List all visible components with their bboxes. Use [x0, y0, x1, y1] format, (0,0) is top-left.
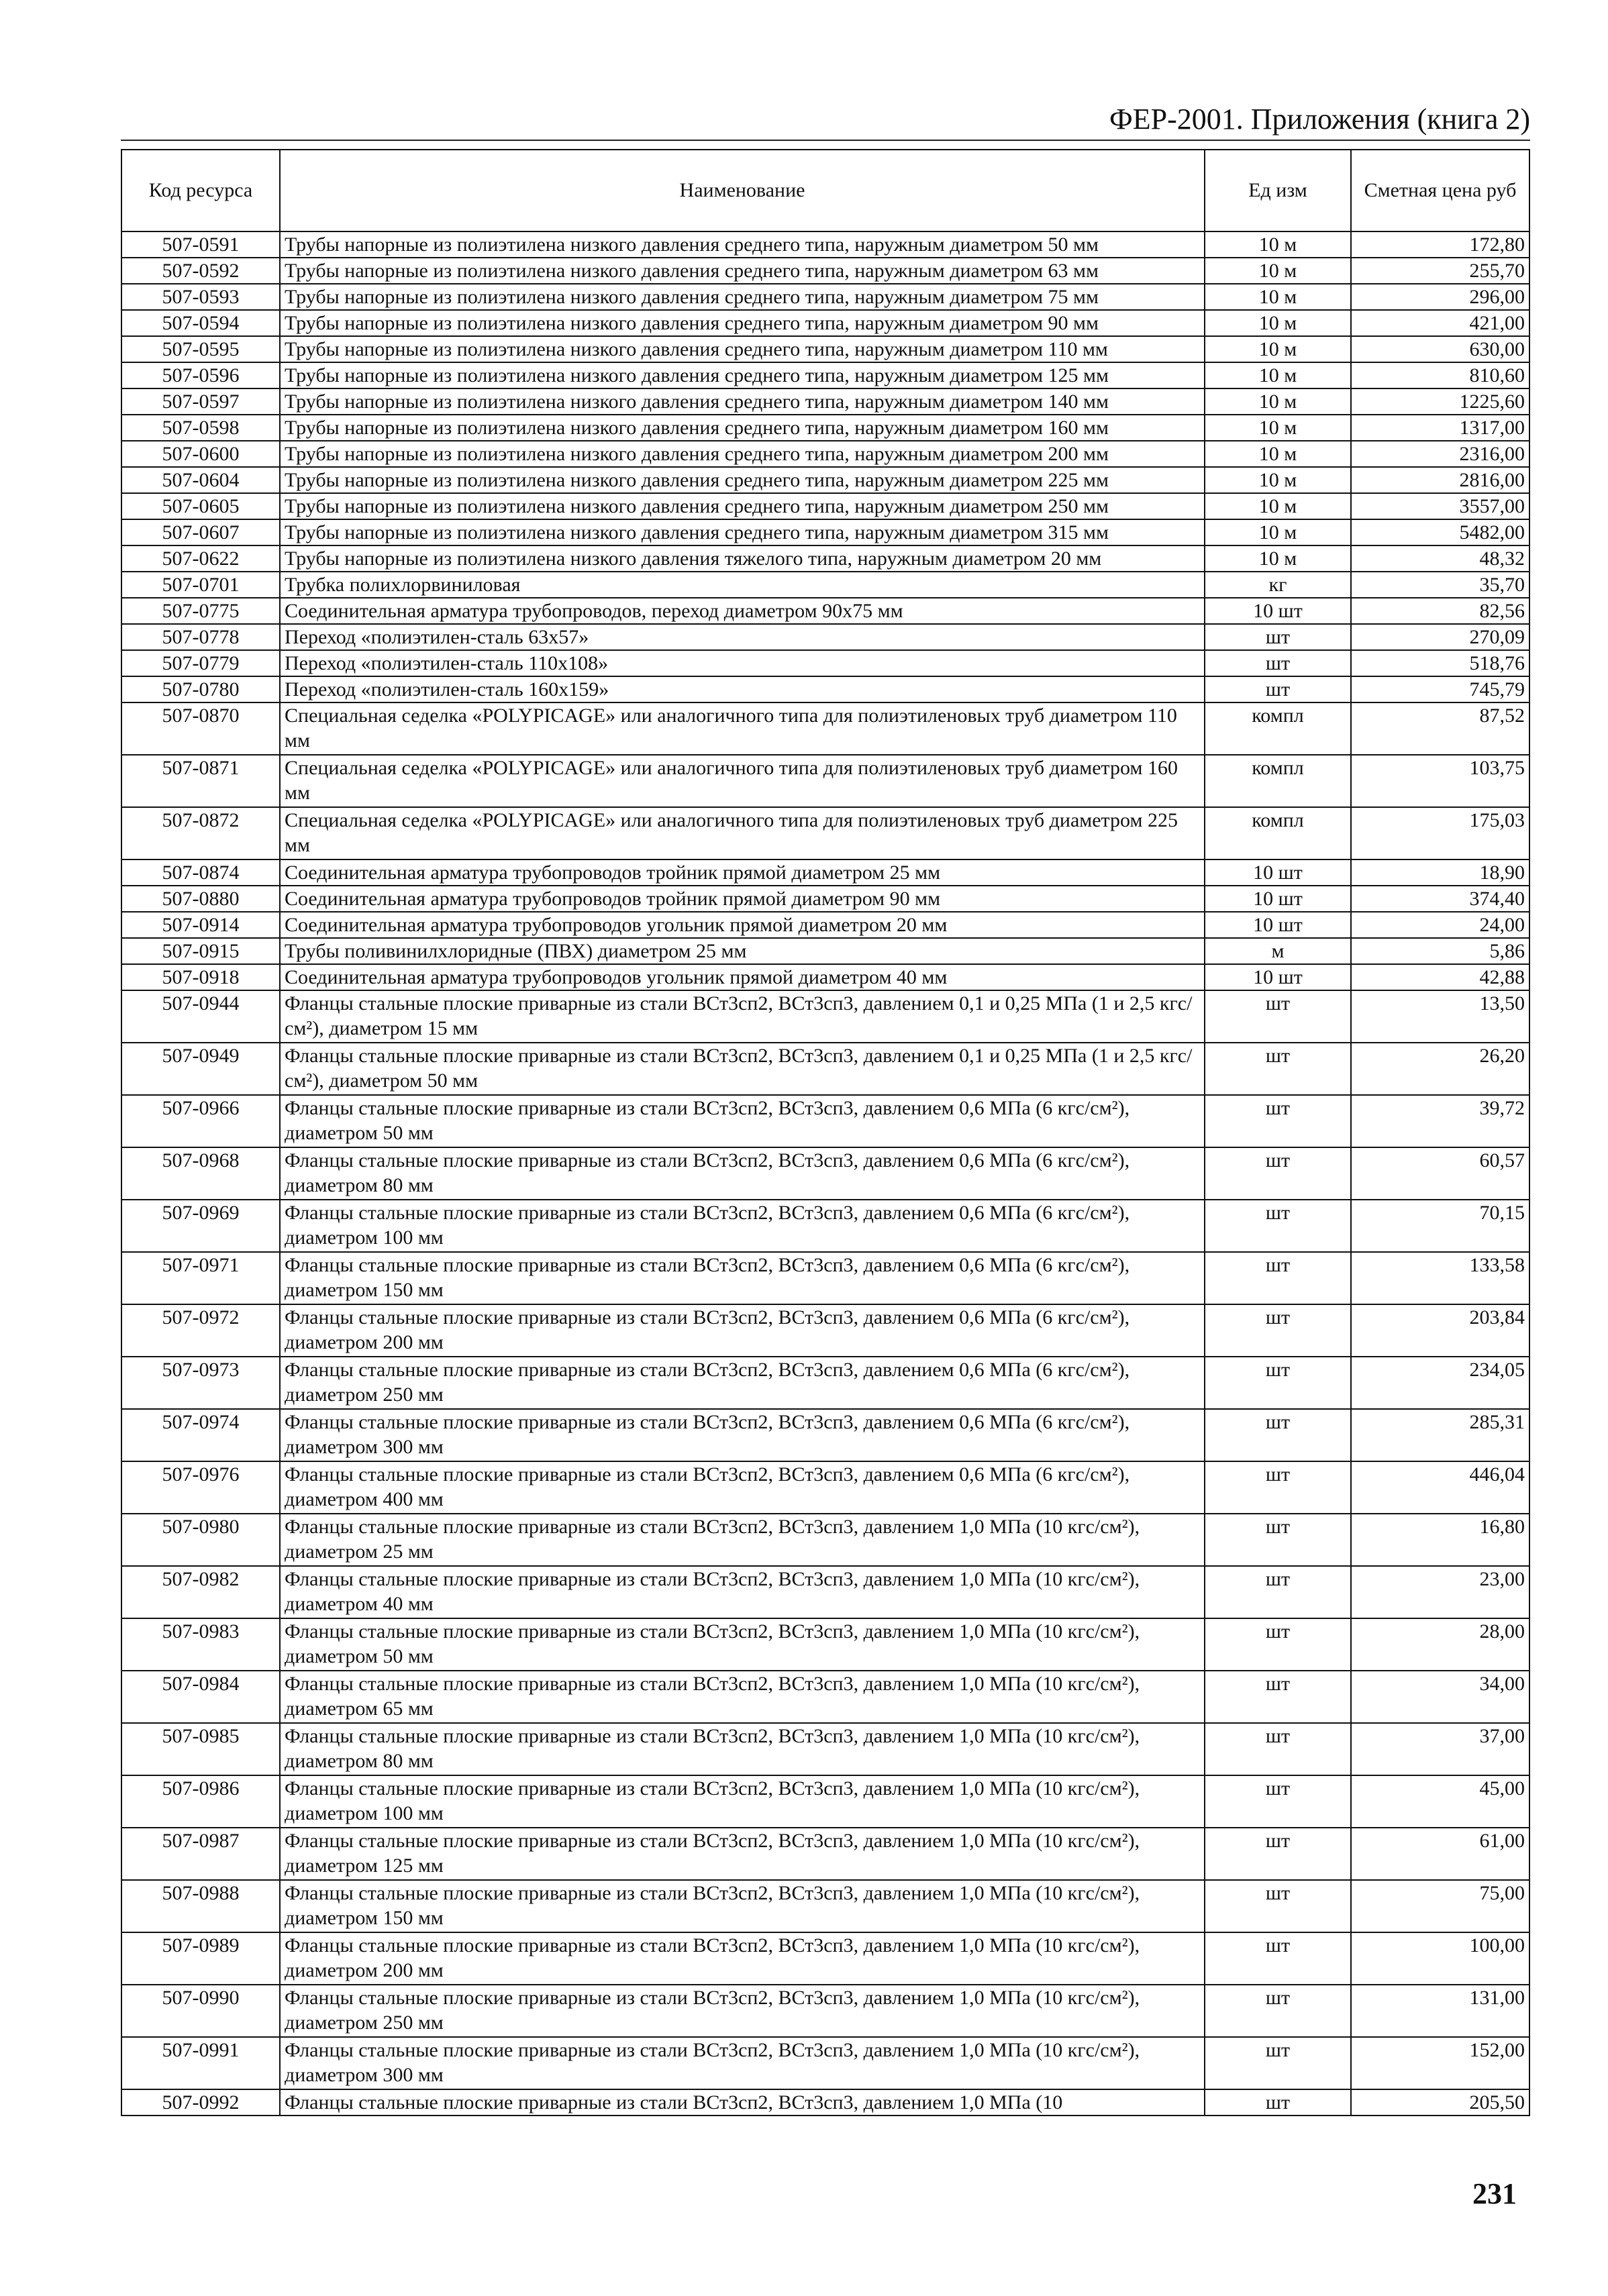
- cell-price: 28,00: [1351, 1618, 1529, 1671]
- table-row: [121, 231, 1529, 258]
- cell-name: Трубы напорные из полиэтилена низкого давления среднего типа, наружным диаметром 160 мм: [280, 415, 1205, 441]
- table-row: [121, 1147, 1529, 1200]
- resource-price-table: [121, 149, 1530, 2116]
- cell-name: Фланцы стальные плоские приварные из стали ВСт3сп2, ВСт3сп3, давлением 0,6 МПа (6 кгс/см²), диаметром 150 мм: [280, 1252, 1205, 1304]
- cell-name: Фланцы стальные плоские приварные из стали ВСт3сп2, ВСт3сп3, давлением 0,6 МПа (6 кгс/см²), диаметром 200 мм: [280, 1304, 1205, 1357]
- cell-unit: шт: [1205, 624, 1351, 650]
- cell-code: 507-0949: [121, 1043, 280, 1095]
- cell-code: 507-0592: [121, 258, 280, 284]
- cell-name: Фланцы стальные плоские приварные из стали ВСт3сп2, ВСт3сп3, давлением 0,6 МПа (6 кгс/см²), диаметром 100 мм: [280, 1200, 1205, 1252]
- cell-unit: шт: [1205, 1671, 1351, 1723]
- cell-price: 2316,00: [1351, 441, 1529, 467]
- table-row: [121, 650, 1529, 676]
- cell-name: Специальная седелка «POLYPICAGE» или аналогичного типа для полиэтиленовых труб диаметром 110 мм: [280, 702, 1205, 755]
- table-row: [121, 859, 1529, 886]
- cell-name: Трубы напорные из полиэтилена низкого давления среднего типа, наружным диаметром 250 мм: [280, 493, 1205, 519]
- cell-unit: шт: [1205, 1200, 1351, 1252]
- table-row: [121, 886, 1529, 912]
- cell-name: Фланцы стальные плоские приварные из стали ВСт3сп2, ВСт3сп3, давлением 1,0 МПа (10 кгс/см²), диаметром 80 мм: [280, 1723, 1205, 1775]
- cell-name: Фланцы стальные плоские приварные из стали ВСт3сп2, ВСт3сп3, давлением 1,0 МПа (10 кгс/см²), диаметром 40 мм: [280, 1566, 1205, 1618]
- cell-price: 35,70: [1351, 572, 1529, 598]
- cell-name: Фланцы стальные плоские приварные из стали ВСт3сп2, ВСт3сп3, давлением 1,0 МПа (10 кгс/см²), диаметром 100 мм: [280, 1775, 1205, 1828]
- cell-price: 70,15: [1351, 1200, 1529, 1252]
- cell-unit: 10 м: [1205, 441, 1351, 467]
- cell-code: 507-0914: [121, 912, 280, 938]
- cell-code: 507-0594: [121, 310, 280, 336]
- header-code: Код ресурса: [121, 150, 280, 231]
- cell-name: Фланцы стальные плоские приварные из стали ВСт3сп2, ВСт3сп3, давлением 1,0 МПа (10: [280, 2089, 1205, 2116]
- cell-unit: 10 м: [1205, 388, 1351, 415]
- cell-price: 133,58: [1351, 1252, 1529, 1304]
- cell-unit: шт: [1205, 2089, 1351, 2116]
- table-row: [121, 912, 1529, 938]
- cell-code: 507-0597: [121, 388, 280, 415]
- cell-name: Специальная седелка «POLYPICAGE» или аналогичного типа для полиэтиленовых труб диаметром 225 мм: [280, 807, 1205, 859]
- cell-name: Трубы напорные из полиэтилена низкого давления среднего типа, наружным диаметром 110 мм: [280, 336, 1205, 362]
- cell-unit: 10 м: [1205, 231, 1351, 258]
- cell-code: 507-0986: [121, 1775, 280, 1828]
- cell-name: Фланцы стальные плоские приварные из стали ВСт3сп2, ВСт3сп3, давлением 1,0 МПа (10 кгс/см²), диаметром 25 мм: [280, 1514, 1205, 1566]
- cell-unit: шт: [1205, 650, 1351, 676]
- table-row: [121, 284, 1529, 310]
- header-price: Сметная цена руб: [1351, 150, 1529, 231]
- cell-code: 507-0596: [121, 362, 280, 388]
- cell-code: 507-0918: [121, 964, 280, 990]
- table-row: [121, 1409, 1529, 1461]
- table-row: [121, 1723, 1529, 1775]
- table-row: [121, 1043, 1529, 1095]
- cell-unit: 10 шт: [1205, 964, 1351, 990]
- cell-code: 507-0604: [121, 467, 280, 493]
- cell-code: 507-0987: [121, 1828, 280, 1880]
- cell-code: 507-0973: [121, 1357, 280, 1409]
- cell-unit: шт: [1205, 990, 1351, 1043]
- cell-unit: шт: [1205, 1985, 1351, 2037]
- table-row: [121, 1514, 1529, 1566]
- cell-code: 507-0915: [121, 938, 280, 964]
- cell-unit: 10 м: [1205, 336, 1351, 362]
- cell-price: 5482,00: [1351, 519, 1529, 545]
- table-row: [121, 938, 1529, 964]
- cell-unit: м: [1205, 938, 1351, 964]
- table-row: [121, 362, 1529, 388]
- table-row: [121, 519, 1529, 545]
- cell-code: 507-0874: [121, 859, 280, 886]
- table-row: [121, 441, 1529, 467]
- cell-unit: шт: [1205, 1147, 1351, 1200]
- cell-price: 13,50: [1351, 990, 1529, 1043]
- cell-price: 103,75: [1351, 755, 1529, 807]
- table-row: [121, 1880, 1529, 1932]
- table-row: [121, 467, 1529, 493]
- table-body: [121, 231, 1529, 2116]
- cell-unit: шт: [1205, 1775, 1351, 1828]
- cell-price: 296,00: [1351, 284, 1529, 310]
- cell-unit: шт: [1205, 1723, 1351, 1775]
- table-row: [121, 1828, 1529, 1880]
- cell-code: 507-0593: [121, 284, 280, 310]
- cell-price: 421,00: [1351, 310, 1529, 336]
- cell-unit: 10 м: [1205, 519, 1351, 545]
- cell-price: 234,05: [1351, 1357, 1529, 1409]
- cell-price: 2816,00: [1351, 467, 1529, 493]
- cell-name: Соединительная арматура трубопроводов тройник прямой диаметром 90 мм: [280, 886, 1205, 912]
- cell-unit: 10 м: [1205, 284, 1351, 310]
- cell-name: Фланцы стальные плоские приварные из стали ВСт3сп2, ВСт3сп3, давлением 0,6 МПа (6 кгс/см²), диаметром 300 мм: [280, 1409, 1205, 1461]
- cell-unit: шт: [1205, 1043, 1351, 1095]
- table-row: [121, 2089, 1529, 2116]
- table-row: [121, 2037, 1529, 2089]
- cell-name: Трубы поливинилхлоридные (ПВХ) диаметром 25 мм: [280, 938, 1205, 964]
- cell-price: 37,00: [1351, 1723, 1529, 1775]
- cell-price: 172,80: [1351, 231, 1529, 258]
- cell-code: 507-0591: [121, 231, 280, 258]
- table-row: [121, 336, 1529, 362]
- cell-unit: 10 шт: [1205, 886, 1351, 912]
- table-row: [121, 572, 1529, 598]
- cell-code: 507-0870: [121, 702, 280, 755]
- cell-price: 34,00: [1351, 1671, 1529, 1723]
- table-row: [121, 1985, 1529, 2037]
- cell-name: Фланцы стальные плоские приварные из стали ВСт3сп2, ВСт3сп3, давлением 0,6 МПа (6 кгс/см²), диаметром 250 мм: [280, 1357, 1205, 1409]
- cell-price: 5,86: [1351, 938, 1529, 964]
- cell-price: 175,03: [1351, 807, 1529, 859]
- cell-price: 1317,00: [1351, 415, 1529, 441]
- table-row: [121, 310, 1529, 336]
- cell-unit: шт: [1205, 1566, 1351, 1618]
- cell-code: 507-0991: [121, 2037, 280, 2089]
- cell-unit: 10 м: [1205, 415, 1351, 441]
- cell-code: 507-0969: [121, 1200, 280, 1252]
- cell-code: 507-0778: [121, 624, 280, 650]
- cell-price: 82,56: [1351, 598, 1529, 624]
- cell-unit: компл: [1205, 807, 1351, 859]
- table-row: [121, 1095, 1529, 1147]
- cell-price: 75,00: [1351, 1880, 1529, 1932]
- cell-code: 507-0701: [121, 572, 280, 598]
- cell-price: 45,00: [1351, 1775, 1529, 1828]
- cell-code: 507-0968: [121, 1147, 280, 1200]
- cell-name: Фланцы стальные плоские приварные из стали ВСт3сп2, ВСт3сп3, давлением 1,0 МПа (10 кгс/см²), диаметром 250 мм: [280, 1985, 1205, 2037]
- cell-code: 507-0990: [121, 1985, 280, 2037]
- table-row: [121, 258, 1529, 284]
- cell-price: 60,57: [1351, 1147, 1529, 1200]
- cell-unit: 10 м: [1205, 310, 1351, 336]
- page-number: 231: [1472, 2177, 1517, 2210]
- cell-code: 507-0880: [121, 886, 280, 912]
- cell-name: Фланцы стальные плоские приварные из стали ВСт3сп2, ВСт3сп3, давлением 1,0 МПа (10 кгс/см²), диаметром 300 мм: [280, 2037, 1205, 2089]
- cell-name: Трубы напорные из полиэтилена низкого давления среднего типа, наружным диаметром 50 мм: [280, 231, 1205, 258]
- cell-name: Фланцы стальные плоские приварные из стали ВСт3сп2, ВСт3сп3, давлением 1,0 МПа (10 кгс/см²), диаметром 150 мм: [280, 1880, 1205, 1932]
- cell-price: 270,09: [1351, 624, 1529, 650]
- cell-price: 23,00: [1351, 1566, 1529, 1618]
- cell-name: Трубы напорные из полиэтилена низкого давления среднего типа, наружным диаметром 63 мм: [280, 258, 1205, 284]
- cell-code: 507-0974: [121, 1409, 280, 1461]
- cell-unit: 10 м: [1205, 258, 1351, 284]
- cell-unit: 10 м: [1205, 362, 1351, 388]
- cell-price: 131,00: [1351, 1985, 1529, 2037]
- cell-unit: 10 шт: [1205, 859, 1351, 886]
- cell-code: 507-0992: [121, 2089, 280, 2116]
- cell-unit: 10 м: [1205, 493, 1351, 519]
- cell-name: Трубы напорные из полиэтилена низкого давления среднего типа, наружным диаметром 125 мм: [280, 362, 1205, 388]
- cell-code: 507-0972: [121, 1304, 280, 1357]
- cell-price: 18,90: [1351, 859, 1529, 886]
- cell-price: 42,88: [1351, 964, 1529, 990]
- cell-unit: шт: [1205, 1095, 1351, 1147]
- cell-name: Трубы напорные из полиэтилена низкого давления среднего типа, наружным диаметром 200 мм: [280, 441, 1205, 467]
- cell-price: 446,04: [1351, 1461, 1529, 1514]
- cell-price: 1225,60: [1351, 388, 1529, 415]
- cell-price: 745,79: [1351, 676, 1529, 702]
- cell-code: 507-0600: [121, 441, 280, 467]
- cell-name: Фланцы стальные плоские приварные из стали ВСт3сп2, ВСт3сп3, давлением 0,1 и 0,25 МПа (1 и 2,5 кгс/см²), диаметром 50 мм: [280, 1043, 1205, 1095]
- cell-price: 205,50: [1351, 2089, 1529, 2116]
- cell-unit: шт: [1205, 1932, 1351, 1985]
- cell-name: Фланцы стальные плоские приварные из стали ВСт3сп2, ВСт3сп3, давлением 0,6 МПа (6 кгс/см²), диаметром 50 мм: [280, 1095, 1205, 1147]
- cell-price: 16,80: [1351, 1514, 1529, 1566]
- cell-code: 507-0622: [121, 545, 280, 572]
- cell-code: 507-0780: [121, 676, 280, 702]
- cell-unit: шт: [1205, 1409, 1351, 1461]
- cell-unit: шт: [1205, 1828, 1351, 1880]
- cell-unit: 10 шт: [1205, 912, 1351, 938]
- cell-price: 810,60: [1351, 362, 1529, 388]
- cell-name: Фланцы стальные плоские приварные из стали ВСт3сп2, ВСт3сп3, давлением 1,0 МПа (10 кгс/см²), диаметром 200 мм: [280, 1932, 1205, 1985]
- cell-unit: компл: [1205, 755, 1351, 807]
- cell-code: 507-0983: [121, 1618, 280, 1671]
- table-row: [121, 807, 1529, 859]
- cell-unit: шт: [1205, 1461, 1351, 1514]
- cell-name: Соединительная арматура трубопроводов угольник прямой диаметром 20 мм: [280, 912, 1205, 938]
- cell-code: 507-0775: [121, 598, 280, 624]
- cell-code: 507-0598: [121, 415, 280, 441]
- table-row: [121, 755, 1529, 807]
- cell-price: 374,40: [1351, 886, 1529, 912]
- cell-code: 507-0779: [121, 650, 280, 676]
- cell-code: 507-0971: [121, 1252, 280, 1304]
- cell-unit: шт: [1205, 1514, 1351, 1566]
- cell-price: 24,00: [1351, 912, 1529, 938]
- cell-price: 152,00: [1351, 2037, 1529, 2089]
- cell-name: Фланцы стальные плоские приварные из стали ВСт3сп2, ВСт3сп3, давлением 1,0 МПа (10 кгс/см²), диаметром 65 мм: [280, 1671, 1205, 1723]
- cell-unit: шт: [1205, 1304, 1351, 1357]
- cell-name: Переход «полиэтилен-сталь 63х57»: [280, 624, 1205, 650]
- cell-code: 507-0605: [121, 493, 280, 519]
- cell-unit: шт: [1205, 1357, 1351, 1409]
- cell-code: 507-0944: [121, 990, 280, 1043]
- cell-name: Соединительная арматура трубопроводов, переход диаметром 90х75 мм: [280, 598, 1205, 624]
- cell-code: 507-0989: [121, 1932, 280, 1985]
- table-row: [121, 415, 1529, 441]
- cell-name: Трубы напорные из полиэтилена низкого давления среднего типа, наружным диаметром 75 мм: [280, 284, 1205, 310]
- cell-code: 507-0607: [121, 519, 280, 545]
- cell-price: 630,00: [1351, 336, 1529, 362]
- cell-code: 507-0872: [121, 807, 280, 859]
- table-row: [121, 676, 1529, 702]
- cell-unit: кг: [1205, 572, 1351, 598]
- table-row: [121, 493, 1529, 519]
- cell-unit: шт: [1205, 1252, 1351, 1304]
- cell-name: Соединительная арматура трубопроводов тройник прямой диаметром 25 мм: [280, 859, 1205, 886]
- header-rule: [121, 140, 1530, 141]
- cell-name: Соединительная арматура трубопроводов угольник прямой диаметром 40 мм: [280, 964, 1205, 990]
- cell-code: 507-0985: [121, 1723, 280, 1775]
- header-name: Наименование: [280, 150, 1205, 231]
- cell-unit: шт: [1205, 676, 1351, 702]
- table-row: [121, 598, 1529, 624]
- cell-price: 203,84: [1351, 1304, 1529, 1357]
- cell-name: Трубы напорные из полиэтилена низкого давления среднего типа, наружным диаметром 90 мм: [280, 310, 1205, 336]
- cell-price: 39,72: [1351, 1095, 1529, 1147]
- cell-name: Фланцы стальные плоские приварные из стали ВСт3сп2, ВСт3сп3, давлением 1,0 МПа (10 кгс/см²), диаметром 125 мм: [280, 1828, 1205, 1880]
- table-row: [121, 702, 1529, 755]
- table-row: [121, 545, 1529, 572]
- cell-unit: шт: [1205, 1880, 1351, 1932]
- table-row: [121, 388, 1529, 415]
- cell-code: 507-0988: [121, 1880, 280, 1932]
- table-row: [121, 990, 1529, 1043]
- cell-name: Фланцы стальные плоские приварные из стали ВСт3сп2, ВСт3сп3, давлением 1,0 МПа (10 кгс/см²), диаметром 50 мм: [280, 1618, 1205, 1671]
- table-row: [121, 1566, 1529, 1618]
- cell-price: 26,20: [1351, 1043, 1529, 1095]
- cell-name: Фланцы стальные плоские приварные из стали ВСт3сп2, ВСт3сп3, давлением 0,1 и 0,25 МПа (1 и 2,5 кгс/см²), диаметром 15 мм: [280, 990, 1205, 1043]
- cell-unit: шт: [1205, 1618, 1351, 1671]
- table-row: [121, 1671, 1529, 1723]
- cell-unit: компл: [1205, 702, 1351, 755]
- cell-name: Переход «полиэтилен-сталь 110х108»: [280, 650, 1205, 676]
- table-row: [121, 964, 1529, 990]
- header-unit: Ед изм: [1205, 150, 1351, 231]
- table-row: [121, 1357, 1529, 1409]
- cell-name: Фланцы стальные плоские приварные из стали ВСт3сп2, ВСт3сп3, давлением 0,6 МПа (6 кгс/см²), диаметром 80 мм: [280, 1147, 1205, 1200]
- cell-price: 518,76: [1351, 650, 1529, 676]
- cell-unit: 10 м: [1205, 545, 1351, 572]
- cell-price: 3557,00: [1351, 493, 1529, 519]
- table-row: [121, 1200, 1529, 1252]
- cell-price: 61,00: [1351, 1828, 1529, 1880]
- cell-name: Трубы напорные из полиэтилена низкого давления среднего типа, наружным диаметром 225 мм: [280, 467, 1205, 493]
- cell-code: 507-0871: [121, 755, 280, 807]
- cell-price: 48,32: [1351, 545, 1529, 572]
- cell-name: Фланцы стальные плоские приварные из стали ВСт3сп2, ВСт3сп3, давлением 0,6 МПа (6 кгс/см²), диаметром 400 мм: [280, 1461, 1205, 1514]
- cell-name: Переход «полиэтилен-сталь 160х159»: [280, 676, 1205, 702]
- cell-price: 285,31: [1351, 1409, 1529, 1461]
- table-row: [121, 1461, 1529, 1514]
- cell-price: 255,70: [1351, 258, 1529, 284]
- cell-price: 87,52: [1351, 702, 1529, 755]
- cell-code: 507-0980: [121, 1514, 280, 1566]
- cell-code: 507-0595: [121, 336, 280, 362]
- cell-code: 507-0982: [121, 1566, 280, 1618]
- table-row: [121, 1775, 1529, 1828]
- running-head: ФЕР-2001. Приложения (книга 2): [1109, 103, 1530, 136]
- cell-name: Трубы напорные из полиэтилена низкого давления среднего типа, наружным диаметром 315 мм: [280, 519, 1205, 545]
- cell-price: 100,00: [1351, 1932, 1529, 1985]
- table-row: [121, 1618, 1529, 1671]
- cell-code: 507-0984: [121, 1671, 280, 1723]
- cell-name: Трубка полихлорвиниловая: [280, 572, 1205, 598]
- cell-unit: шт: [1205, 2037, 1351, 2089]
- cell-unit: 10 шт: [1205, 598, 1351, 624]
- cell-code: 507-0976: [121, 1461, 280, 1514]
- cell-name: Специальная седелка «POLYPICAGE» или аналогичного типа для полиэтиленовых труб диаметром 160 мм: [280, 755, 1205, 807]
- cell-code: 507-0966: [121, 1095, 280, 1147]
- table-row: [121, 624, 1529, 650]
- table-row: [121, 1252, 1529, 1304]
- cell-name: Трубы напорные из полиэтилена низкого давления тяжелого типа, наружным диаметром 20 мм: [280, 545, 1205, 572]
- cell-unit: 10 м: [1205, 467, 1351, 493]
- table-row: [121, 1932, 1529, 1985]
- table-header-row: [121, 150, 1529, 231]
- cell-name: Трубы напорные из полиэтилена низкого давления среднего типа, наружным диаметром 140 мм: [280, 388, 1205, 415]
- table-row: [121, 1304, 1529, 1357]
